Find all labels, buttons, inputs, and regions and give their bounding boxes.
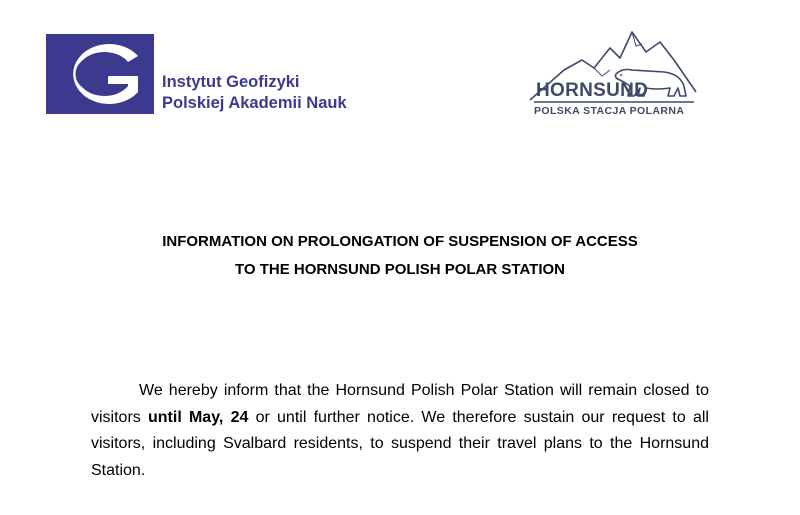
igf-name-line1: Instytut Geofizyki <box>162 73 300 91</box>
document-title <box>0 228 800 284</box>
title-line2: TO THE HORNSUND POLISH POLAR STATION <box>234 261 565 278</box>
hornsund-subtitle: POLSKA STACJA POLARNA <box>534 105 685 117</box>
hornsund-logo <box>524 30 704 122</box>
hornsund-name: HORNSUND <box>536 80 649 101</box>
igf-logo <box>46 34 376 120</box>
igf-emblem-icon <box>46 34 154 114</box>
igf-name <box>162 72 347 114</box>
body-part2: or until further notice. We therefore sustain our request to all visitors, including Svalbard residents, to suspend their travel plans to the Hornsund Station. <box>91 408 709 479</box>
announcement-paragraph <box>91 378 709 484</box>
title-line1: INFORMATION ON PROLONGATION OF SUSPENSION OF ACCESS <box>162 233 638 250</box>
body-part1: We hereby inform that the Hornsund Polish Polar Station will remain closed to visitors <box>91 382 709 426</box>
igf-name-line2: Polskiej Akademii Nauk <box>162 94 347 112</box>
closure-date: until May, 24 <box>148 408 249 426</box>
